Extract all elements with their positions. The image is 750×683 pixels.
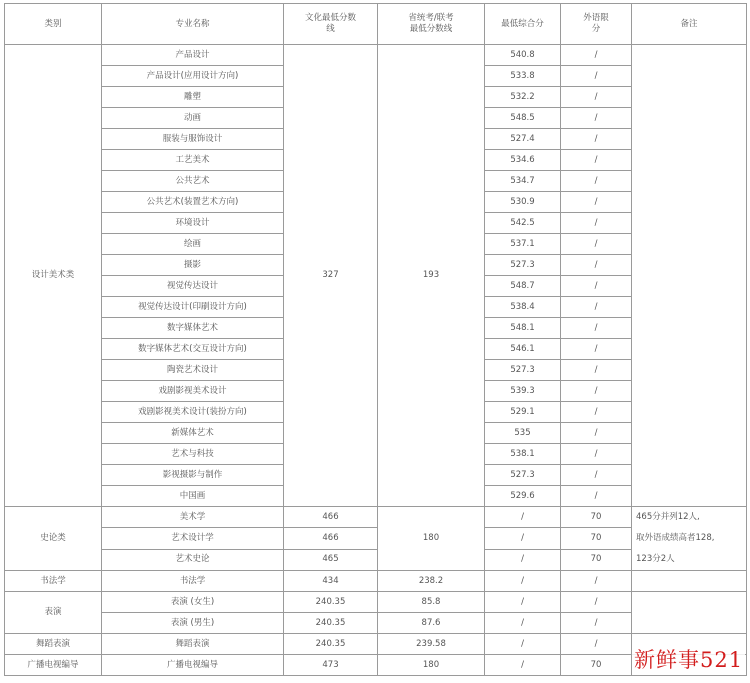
composite-cell: / — [485, 655, 561, 676]
composite-cell: 530.9 — [485, 192, 561, 213]
lang-limit-cell: / — [561, 108, 632, 129]
composite-cell: 548.7 — [485, 276, 561, 297]
category-cell: 设计美术类 — [5, 45, 102, 507]
culture-min-cell: 327 — [284, 45, 378, 507]
major-cell: 书法学 — [102, 571, 284, 592]
composite-cell: 527.3 — [485, 360, 561, 381]
table-row — [5, 45, 747, 66]
culture-min-cell: 240.35 — [284, 634, 378, 655]
major-cell: 表演 (女生) — [102, 592, 284, 613]
major-cell: 产品设计(应用设计方向) — [102, 66, 284, 87]
composite-cell: 538.4 — [485, 297, 561, 318]
lang-limit-cell: / — [561, 45, 632, 66]
lang-limit-cell: / — [561, 213, 632, 234]
lang-limit-cell: / — [561, 634, 632, 655]
major-cell: 中国画 — [102, 486, 284, 507]
header-category: 类别 — [5, 4, 102, 45]
lang-limit-cell: / — [561, 192, 632, 213]
composite-cell: 540.8 — [485, 45, 561, 66]
note-cell — [632, 571, 747, 592]
lang-limit-cell: / — [561, 423, 632, 444]
composite-cell: 548.5 — [485, 108, 561, 129]
major-cell: 新媒体艺术 — [102, 423, 284, 444]
category-cell: 广播电视编导 — [5, 655, 102, 676]
culture-min-cell: 240.35 — [284, 592, 378, 613]
major-cell: 产品设计 — [102, 45, 284, 66]
major-cell: 公共艺术(装置艺术方向) — [102, 192, 284, 213]
major-cell: 视觉传达设计 — [102, 276, 284, 297]
lang-limit-cell: 70 — [561, 507, 632, 528]
culture-min-cell: 466 — [284, 507, 378, 528]
major-cell: 服装与服饰设计 — [102, 129, 284, 150]
composite-cell: / — [485, 507, 561, 528]
note-cell — [632, 45, 747, 507]
composite-cell: 546.1 — [485, 339, 561, 360]
major-cell: 视觉传达设计(印刷设计方向) — [102, 297, 284, 318]
major-cell: 美术学 — [102, 507, 284, 528]
composite-cell: 534.6 — [485, 150, 561, 171]
composite-cell: 538.1 — [485, 444, 561, 465]
category-cell: 表演 — [5, 592, 102, 634]
lang-limit-cell: / — [561, 318, 632, 339]
exam-min-cell: 87.6 — [378, 613, 485, 634]
lang-limit-cell: / — [561, 571, 632, 592]
lang-limit-cell: / — [561, 276, 632, 297]
major-cell: 环境设计 — [102, 213, 284, 234]
note-line: 123分2人 — [636, 554, 675, 564]
major-cell: 绘画 — [102, 234, 284, 255]
lang-limit-cell: / — [561, 444, 632, 465]
exam-min-cell: 180 — [378, 655, 485, 676]
composite-cell: 527.4 — [485, 129, 561, 150]
lang-limit-cell: / — [561, 592, 632, 613]
lang-limit-cell: / — [561, 150, 632, 171]
table-row — [5, 507, 747, 528]
note-cell — [632, 507, 747, 571]
culture-min-cell: 465 — [284, 549, 378, 570]
composite-cell: / — [485, 571, 561, 592]
header-culture-min: 文化最低分数 线 — [284, 4, 378, 45]
composite-cell: 527.3 — [485, 255, 561, 276]
major-cell: 动画 — [102, 108, 284, 129]
composite-cell: 533.8 — [485, 66, 561, 87]
composite-cell: 539.3 — [485, 381, 561, 402]
composite-cell: 537.1 — [485, 234, 561, 255]
composite-cell: / — [485, 549, 561, 570]
lang-limit-cell: / — [561, 465, 632, 486]
lang-limit-cell: 70 — [561, 655, 632, 676]
composite-cell: / — [485, 528, 561, 549]
lang-limit-cell: / — [561, 129, 632, 150]
major-cell: 工艺美术 — [102, 150, 284, 171]
category-cell: 舞蹈表演 — [5, 634, 102, 655]
note-line: 取外语成绩高者128, — [636, 533, 715, 543]
exam-min-cell: 193 — [378, 45, 485, 507]
lang-limit-cell: / — [561, 234, 632, 255]
major-cell: 艺术设计学 — [102, 528, 284, 549]
lang-limit-cell: / — [561, 402, 632, 423]
major-cell: 舞蹈表演 — [102, 634, 284, 655]
culture-min-cell: 466 — [284, 528, 378, 549]
category-cell: 书法学 — [5, 571, 102, 592]
header-lang-limit: 外语限 分 — [561, 4, 632, 45]
composite-cell: / — [485, 592, 561, 613]
composite-cell: 542.5 — [485, 213, 561, 234]
lang-limit-cell: / — [561, 171, 632, 192]
major-cell: 数字媒体艺术(交互设计方向) — [102, 339, 284, 360]
major-cell: 陶瓷艺术设计 — [102, 360, 284, 381]
lang-limit-cell: / — [561, 360, 632, 381]
exam-min-cell: 85.8 — [378, 592, 485, 613]
lang-limit-cell: / — [561, 339, 632, 360]
composite-cell: / — [485, 613, 561, 634]
composite-cell: 529.1 — [485, 402, 561, 423]
lang-limit-cell: / — [561, 486, 632, 507]
culture-min-cell: 434 — [284, 571, 378, 592]
major-cell: 表演 (男生) — [102, 613, 284, 634]
lang-limit-cell: / — [561, 255, 632, 276]
major-cell: 影视摄影与制作 — [102, 465, 284, 486]
watermark: 新鲜事521 — [632, 644, 745, 674]
header-exam-min: 省统考/联考 最低分数线 — [378, 4, 485, 45]
lang-limit-cell: / — [561, 381, 632, 402]
composite-cell: 532.2 — [485, 87, 561, 108]
category-cell: 史论类 — [5, 507, 102, 571]
table-row — [5, 592, 747, 613]
lang-limit-cell: 70 — [561, 549, 632, 570]
admission-score-table — [4, 3, 747, 676]
lang-limit-cell: / — [561, 297, 632, 318]
composite-cell: 535 — [485, 423, 561, 444]
exam-min-cell: 239.58 — [378, 634, 485, 655]
major-cell: 戏剧影视美术设计 — [102, 381, 284, 402]
major-cell: 戏剧影视美术设计(装扮方向) — [102, 402, 284, 423]
composite-cell: 534.7 — [485, 171, 561, 192]
header-major: 专业名称 — [102, 4, 284, 45]
exam-min-cell: 180 — [378, 507, 485, 571]
composite-cell: 548.1 — [485, 318, 561, 339]
major-cell: 摄影 — [102, 255, 284, 276]
header-note: 备注 — [632, 4, 747, 45]
lang-limit-cell: 70 — [561, 528, 632, 549]
lang-limit-cell: / — [561, 87, 632, 108]
major-cell: 雕塑 — [102, 87, 284, 108]
header-composite: 最低综合分 — [485, 4, 561, 45]
lang-limit-cell: / — [561, 613, 632, 634]
major-cell: 公共艺术 — [102, 171, 284, 192]
composite-cell: / — [485, 634, 561, 655]
major-cell: 艺术与科技 — [102, 444, 284, 465]
composite-cell: 529.6 — [485, 486, 561, 507]
header-row — [5, 4, 747, 45]
composite-cell: 527.3 — [485, 465, 561, 486]
note-cell — [632, 592, 747, 634]
culture-min-cell: 473 — [284, 655, 378, 676]
major-cell: 广播电视编导 — [102, 655, 284, 676]
exam-min-cell: 238.2 — [378, 571, 485, 592]
major-cell: 艺术史论 — [102, 549, 284, 570]
culture-min-cell: 240.35 — [284, 613, 378, 634]
lang-limit-cell: / — [561, 66, 632, 87]
note-line: 465分并列12人, — [636, 512, 700, 522]
table-row — [5, 571, 747, 592]
major-cell: 数字媒体艺术 — [102, 318, 284, 339]
